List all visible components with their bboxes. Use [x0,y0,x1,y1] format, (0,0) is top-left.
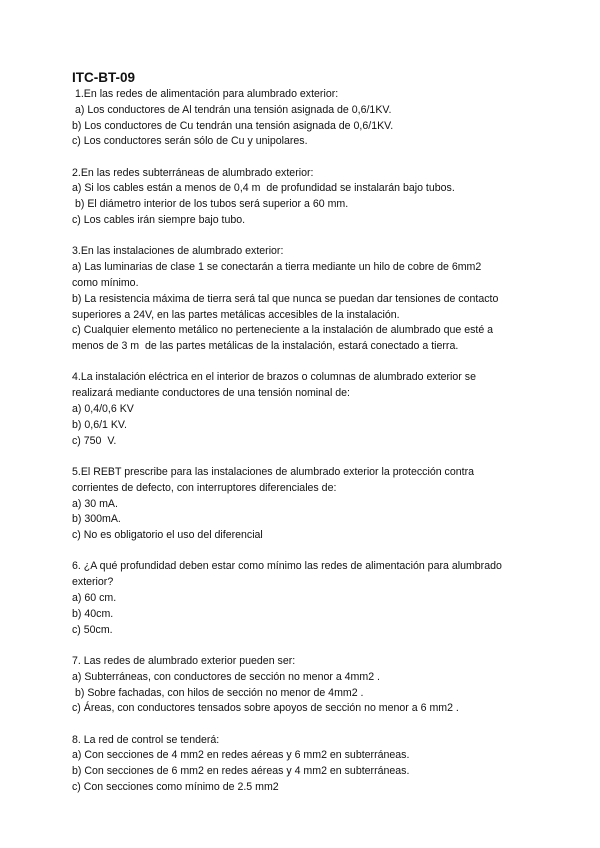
page-title: ITC-BT-09 [72,70,136,85]
answer-option: c) 50cm. [72,623,113,636]
question-block [72,465,542,544]
answer-option: a) Los conductores de Al tendrán una tensión asignada de 0,6/1KV. [72,103,392,116]
question-text: 5.El REBT prescribe para las instalaciones de alumbrado exterior la protección contra [72,465,474,478]
question-text: 4.La instalación eléctrica en el interior de brazos o columnas de alumbrado exterior se [72,371,476,384]
question-block [72,244,542,355]
answer-option: c) 750 V. [72,434,117,447]
answer-option: b) El diámetro interior de los tubos será superior a 60 mm. [72,198,349,211]
answer-option: a) Con secciones de 4 mm2 en redes aéreas y 6 mm2 en subterráneas. [72,749,410,762]
answer-option: a) 60 cm. [72,592,117,605]
answer-option: b) 0,6/1 KV. [72,418,127,431]
answer-option: b) La resistencia máxima de tierra será tal que nunca se puedan dar tensiones de contacto [72,292,499,305]
answer-option: a) Las luminarias de clase 1 se conectarán a tierra mediante un hilo de cobre de 6mm2 [72,261,482,274]
answer-option: c) Áreas, con conductores tensados sobre apoyos de sección no menor a 6 mm2 . [72,702,459,715]
question-text: 2.En las redes subterráneas de alumbrado exterior: [72,166,314,179]
question-text: corrientes de defecto, con interruptores diferenciales de: [72,481,337,494]
question-text: 1.En las redes de alimentación para alumbrado exterior: [72,88,339,100]
question-text: 8. La red de control se tenderá: [72,733,220,746]
question-text: 6. ¿A qué profundidad deben estar como mínimo las redes de alimentación para alumbrado [72,560,502,573]
answer-option: c) Cualquier elemento metálico no perteneciente a la instalación de alumbrado que esté a [72,324,494,337]
answer-option: c) Con secciones como mínimo de 2.5 mm2 [72,780,279,793]
question-text: 3.En las instalaciones de alumbrado exterior: [72,245,284,258]
document-body [72,70,542,811]
question-block [72,87,542,150]
answer-option: a) 0,4/0,6 KV [72,403,134,416]
question-list [72,87,542,796]
question-text: exterior? [72,576,114,589]
question-text: 7. Las redes de alumbrado exterior pueden ser: [72,654,296,667]
answer-option: b) 40cm. [72,607,114,620]
answer-option: a) Si los cables están a menos de 0,4 m de profundidad se instalarán bajo tubos. [72,182,455,195]
answer-option: como mínimo. [72,276,139,289]
question-text: realizará mediante conductores de una tensión nominal de: [72,387,350,400]
answer-option: a) Subterráneas, con conductores de sección no menor a 4mm2 . [72,670,380,683]
answer-option: c) Los conductores serán sólo de Cu y unipolares. [72,135,308,148]
answer-option: superiores a 24V, en las partes metálicas accesibles de la instalación. [72,308,400,321]
question-block [72,559,542,638]
question-block [72,166,542,229]
question-block [72,733,542,796]
answer-option: a) 30 mA. [72,497,118,510]
answer-option: c) No es obligatorio el uso del diferencial [72,529,263,542]
question-block [72,370,542,449]
answer-option: b) Con secciones de 6 mm2 en redes aéreas y 4 mm2 en subterráneas. [72,765,410,778]
answer-option: b) Los conductores de Cu tendrán una tensión asignada de 0,6/1KV. [72,119,394,132]
question-block [72,654,542,717]
answer-option: c) Los cables irán siempre bajo tubo. [72,214,246,227]
answer-option: menos de 3 m de las partes metálicas de la instalación, estará conectado a tierra. [72,340,459,353]
answer-option: b) 300mA. [72,513,121,526]
answer-option: b) Sobre fachadas, con hilos de sección no menor de 4mm2 . [72,686,364,699]
